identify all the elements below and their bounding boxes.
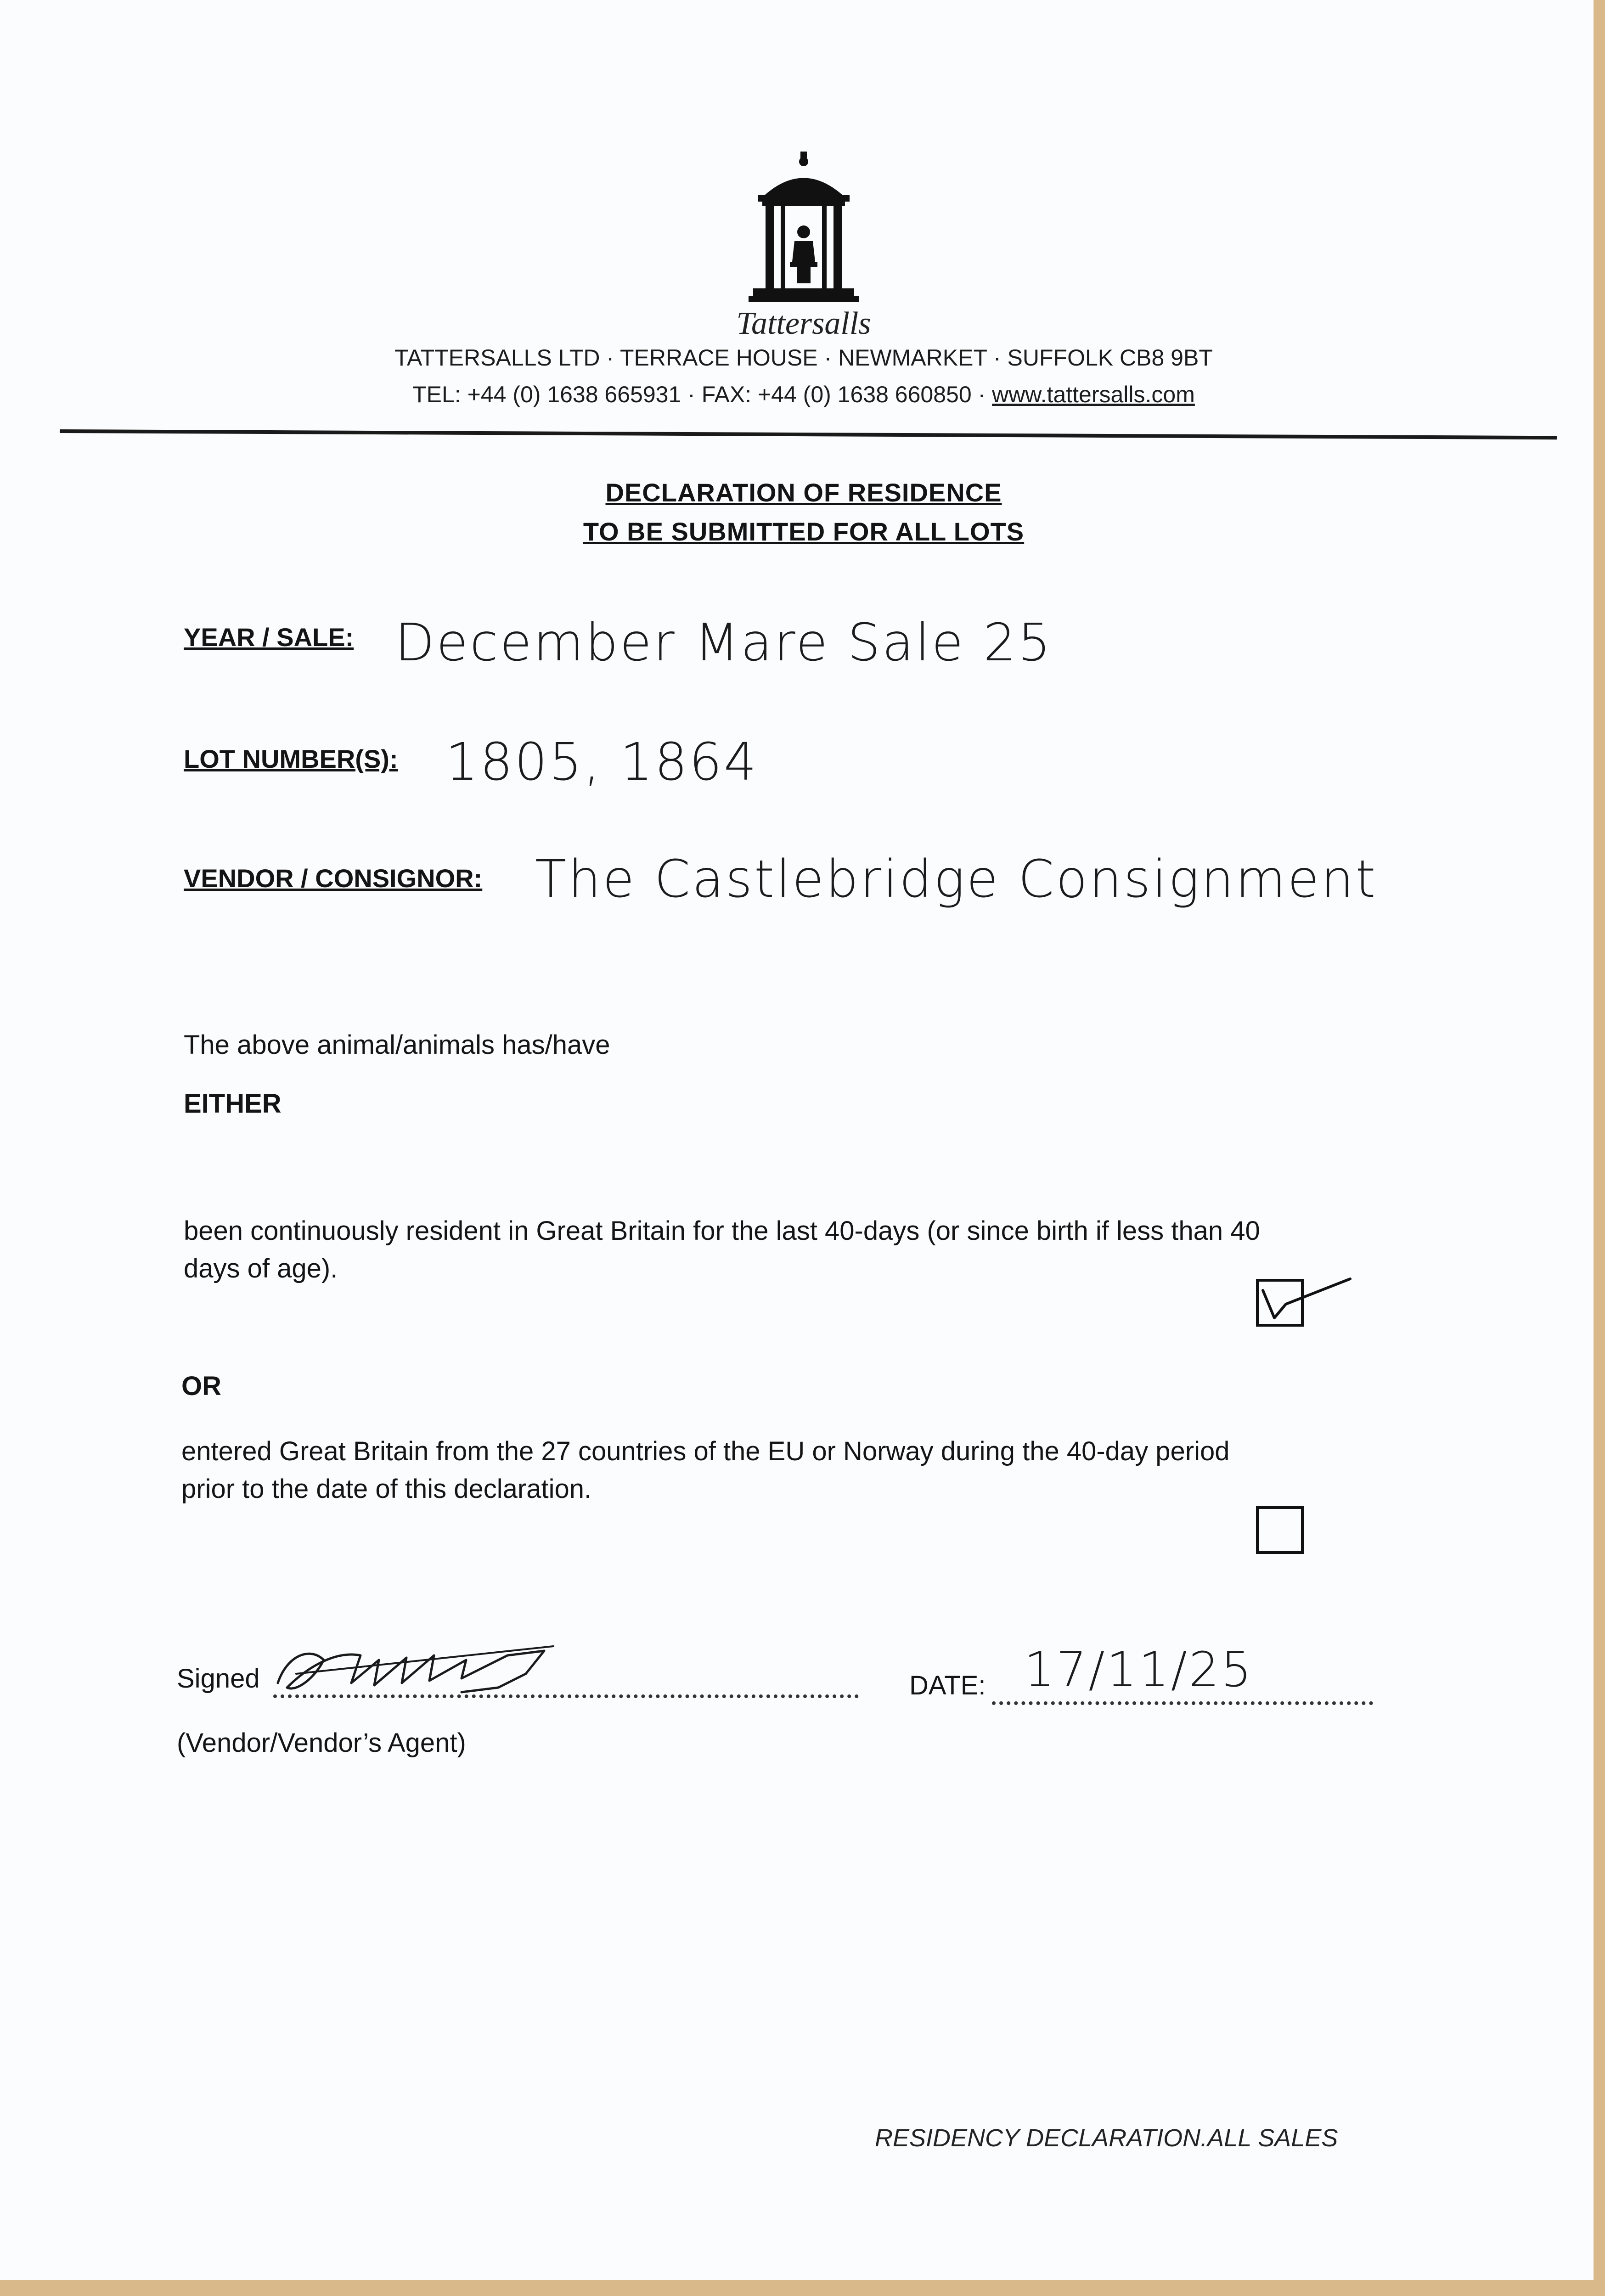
option1-line1: been continuously resident in Great Britain for the last 40-days (or since birth if less than 40 [184,1216,1260,1246]
handwritten-signature-icon[interactable] [269,1628,563,1706]
contact-numbers: TEL: +44 (0) 1638 665931 · FAX: +44 (0) 1638 660850 · [412,382,992,407]
check-mark-icon [1254,1272,1355,1327]
company-address: TATTERSALLS LTD · TERRACE HOUSE · NEWMARKET · SUFFOLK CB8 9BT [394,345,1213,371]
year-sale-value[interactable]: December Mare Sale 25 [395,613,1053,673]
lot-numbers-value[interactable]: 1805, 1864 [445,732,759,792]
tattersalls-rotunda-logo-icon [746,152,861,303]
form-subtitle: TO BE SUBMITTED FOR ALL LOTS [583,517,1025,546]
website-link[interactable]: www.tattersalls.com [992,382,1195,407]
intro-text: The above animal/animals has/have [184,1030,610,1060]
or-label: OR [181,1371,221,1401]
company-contact [138,381,1470,408]
lot-numbers-label: LOT NUMBER(S): [184,744,398,773]
vendor-label: VENDOR / CONSIGNOR: [184,864,483,893]
option2-text [181,1433,1444,1508]
signed-label: Signed [177,1664,260,1694]
either-label: EITHER [184,1089,282,1119]
date-line [992,1701,1373,1705]
header-divider [60,429,1557,439]
brand-name: Tattersalls [736,306,871,341]
option2-line2: prior to the date of this declaration. [181,1474,592,1504]
signer-role: (Vendor/Vendor’s Agent) [177,1728,466,1758]
form-title: DECLARATION OF RESIDENCE [605,478,1002,507]
form-footer-name: RESIDENCY DECLARATION.ALL SALES [875,2124,1338,2152]
date-label: DATE: [909,1671,986,1700]
option1-line2: days of age). [184,1254,338,1283]
vendor-value[interactable]: The Castlebridge Consignment [535,850,1378,909]
option2-line1: entered Great Britain from the 27 countries of the EU or Norway during the 40-day period [181,1436,1230,1466]
option2-checkbox[interactable] [1256,1506,1304,1554]
year-sale-label: YEAR / SALE: [184,623,354,652]
date-value[interactable]: 17/11/25 [1024,1642,1254,1698]
